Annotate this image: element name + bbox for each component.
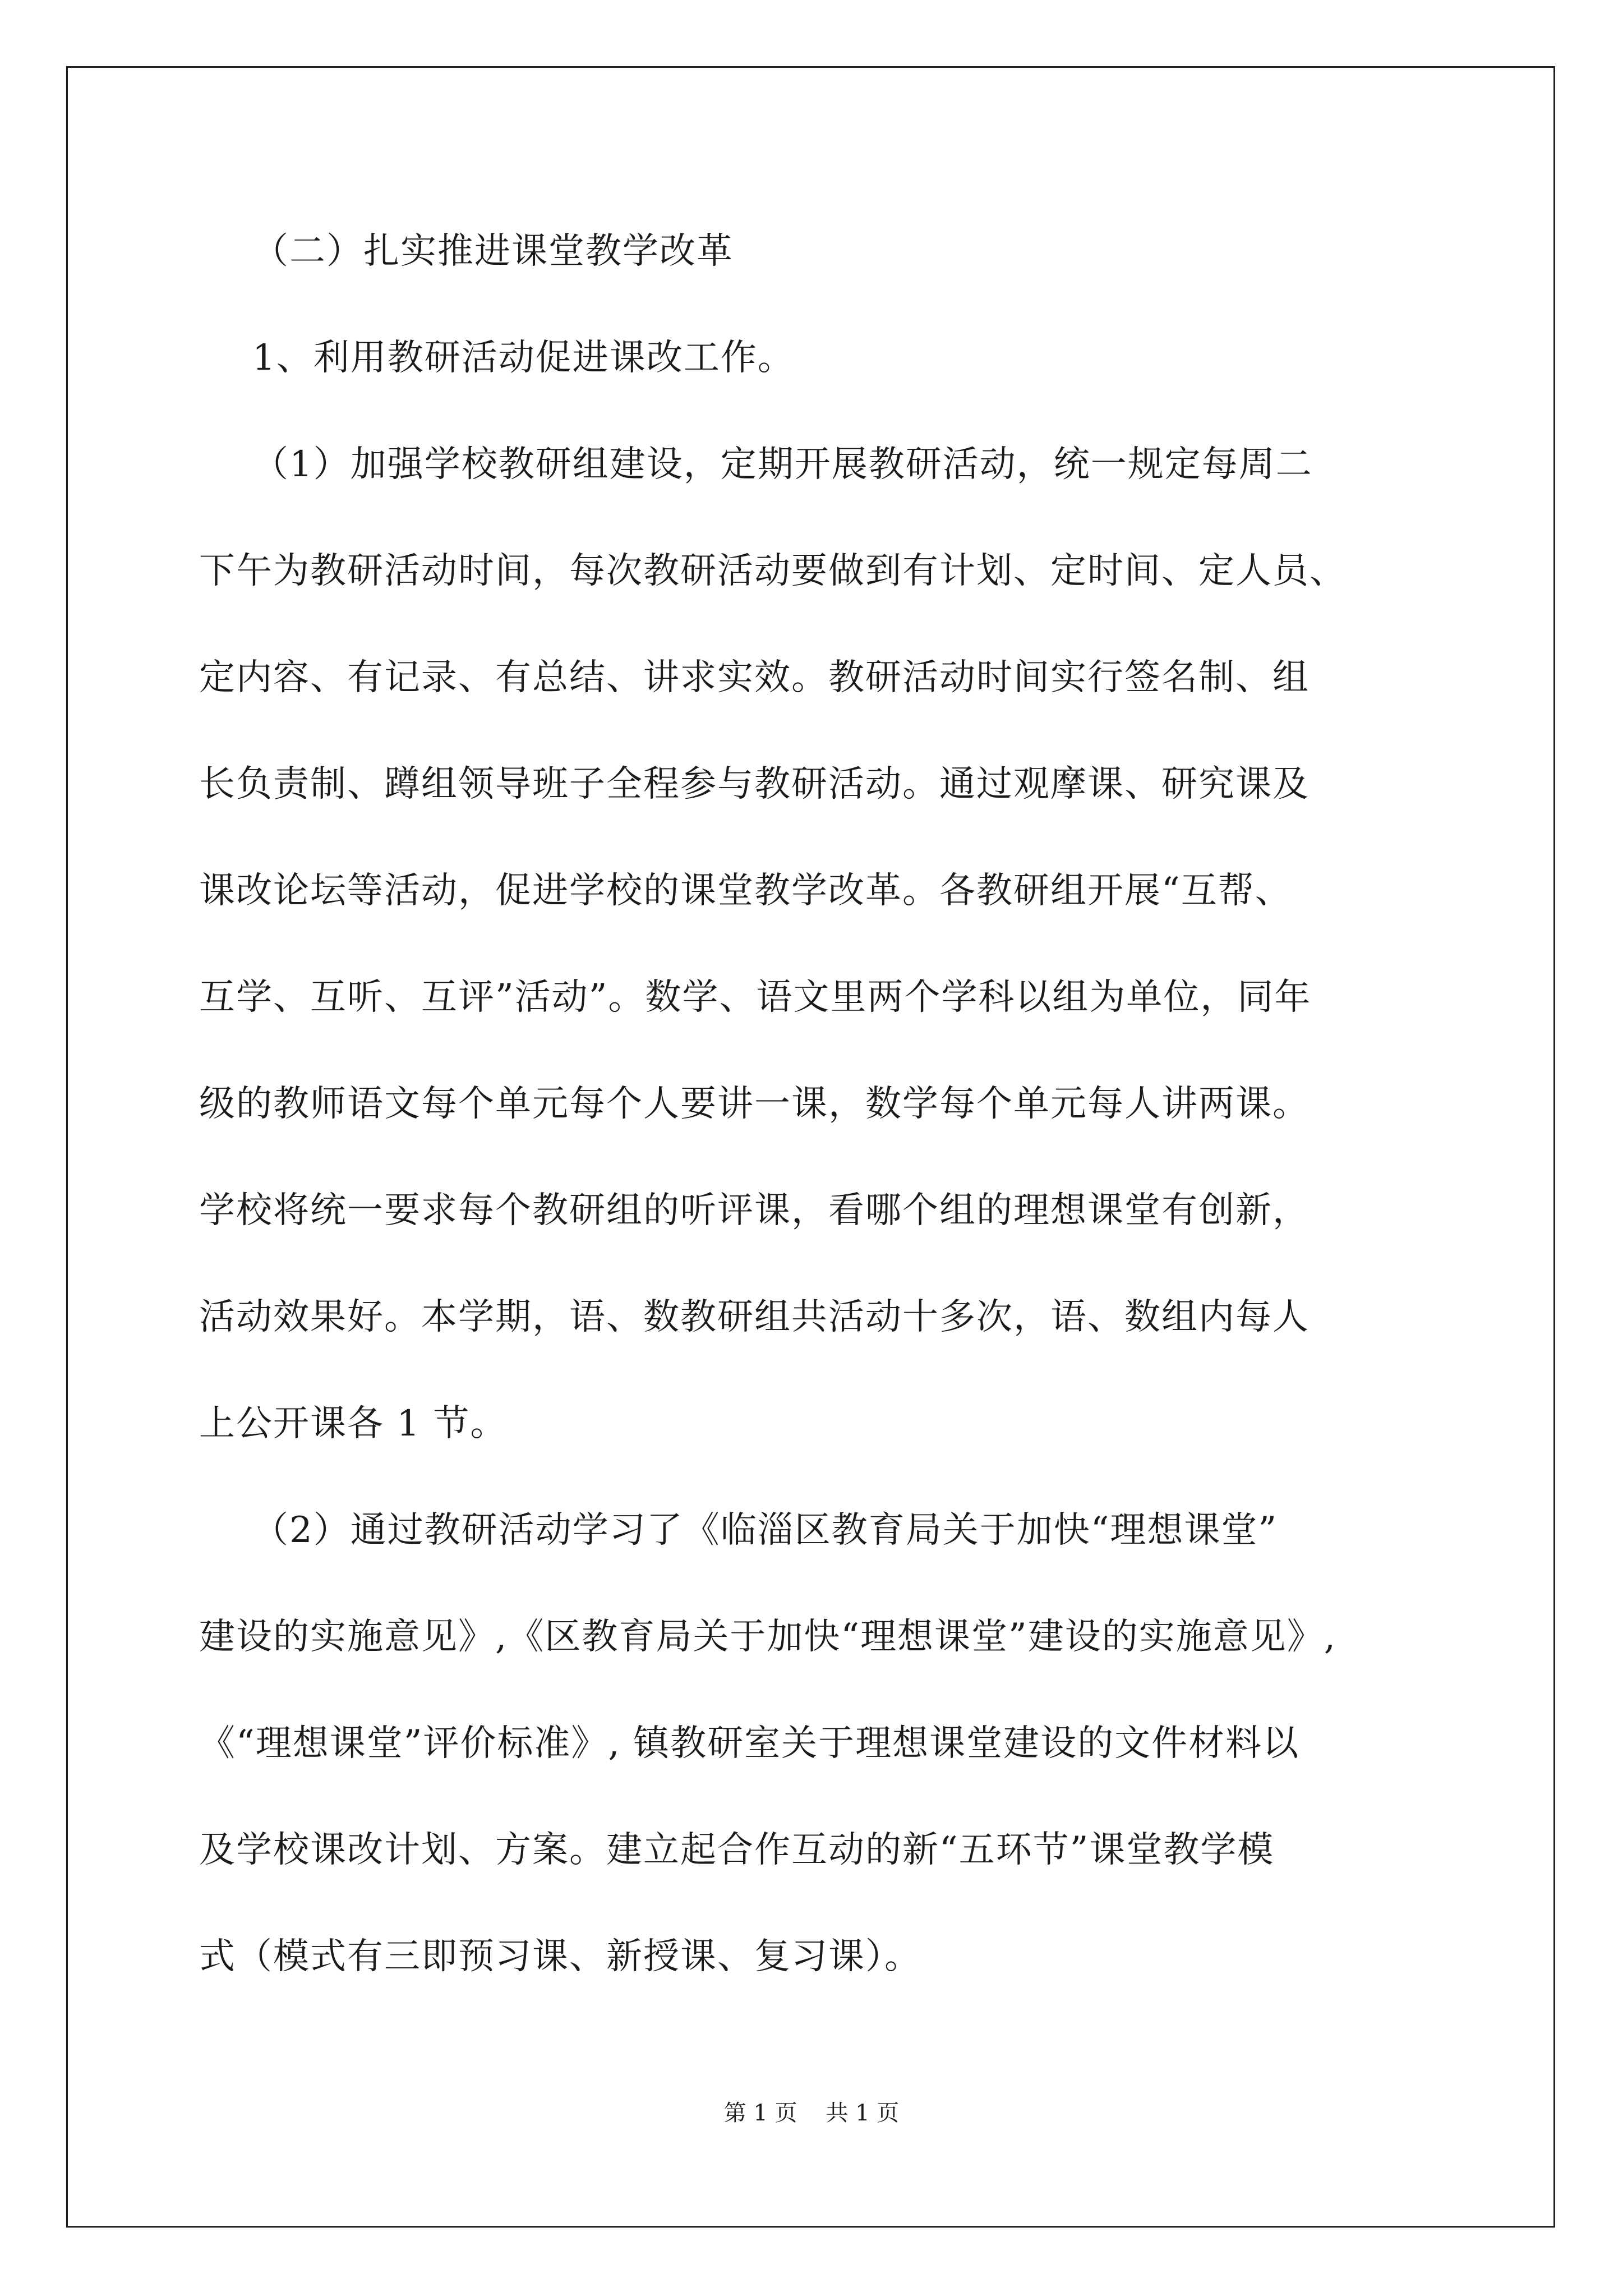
paragraph-2-line: 《“理想课堂”评价标准》, 镇教研室关于理想课堂建设的文件材料以: [199, 1723, 1300, 1764]
paragraph-1-line: 互学、互听、互评”活动”。数学、语文里两个学科以组为单位，同年: [199, 977, 1312, 1018]
paragraph-1-line: 上公开课各 1 节。: [199, 1403, 508, 1444]
paragraph-1-line: 定内容、有记录、有总结、讲求实效。教研活动时间实行签名制、组: [199, 657, 1310, 698]
page-border: [66, 66, 1555, 2228]
paragraph-1-line: 长负责制、蹲组领导班子全程参与教研活动。通过观摩课、研究课及: [199, 763, 1310, 805]
paragraph-1-line: 下午为教研活动时间，每次教研活动要做到有计划、定时间、定人员、: [199, 550, 1347, 592]
paragraph-1-line: 活动效果好。本学期，语、数教研组共活动十多次，语、数组内每人: [199, 1296, 1310, 1338]
page-footer: 第 1 页 共 1 页: [723, 2100, 900, 2126]
paragraph-2-line: 建设的实施意见》,《区教育局关于加快“理想课堂”建设的实施意见》,: [199, 1616, 1337, 1658]
paragraph-2-line: （2）通过教研活动学习了《临淄区教育局关于加快“理想课堂”: [252, 1510, 1278, 1551]
paragraph-1-line: 课改论坛等活动，促进学校的课堂教学改革。各教研组开展“互帮、: [199, 870, 1292, 912]
paragraph-2-line: 式（模式有三即预习课、新授课、复习课）。: [199, 1936, 921, 1977]
section-heading: （二）扎实推进课堂教学改革: [252, 231, 734, 272]
paragraph-1-line: 级的教师语文每个单元每个人要讲一课，数学每个单元每人讲两课。: [199, 1083, 1310, 1125]
paragraph-1-line: 学校将统一要求每个教研组的听评课，看哪个组的理想课堂有创新，: [199, 1190, 1310, 1231]
paragraph-1-line: （1）加强学校教研组建设，定期开展教研活动，统一规定每周二: [252, 444, 1313, 485]
item-title: 1、利用教研活动促进课改工作。: [252, 337, 795, 379]
paragraph-2-line: 及学校课改计划、方案。建立起合作互动的新“五环节”课堂教学模: [199, 1829, 1275, 1871]
